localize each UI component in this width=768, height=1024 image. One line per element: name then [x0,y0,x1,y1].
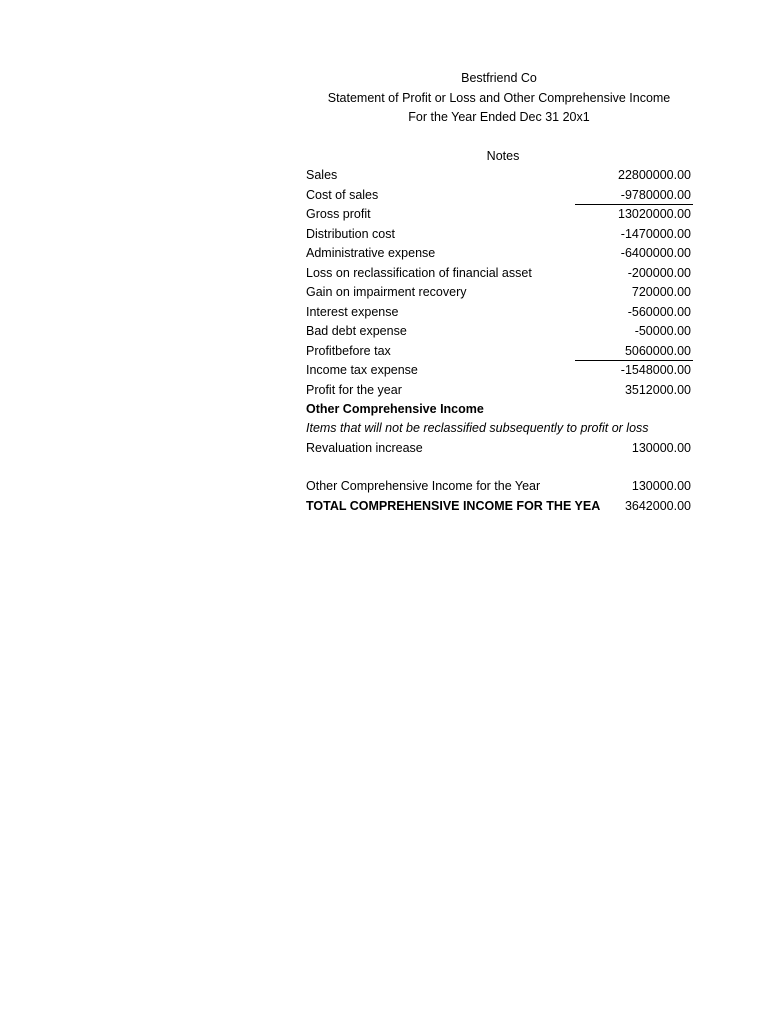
row-value: 5060000.00 [624,343,691,358]
section-note: Items that will not be reclassified subsequently to profit or loss [306,421,649,435]
row-label: Gross profit [306,207,371,221]
row-value: 130000.00 [631,479,691,493]
row-bad-debt-expense [306,322,693,342]
row-value: -1548000.00 [620,363,691,377]
row-profit-for-the-year [306,381,693,401]
row-loss-on-reclassification [306,264,693,284]
statement-title: Statement of Profit or Loss and Other Comprehensive Income [327,91,671,105]
notes-column-header: Notes [486,149,520,163]
row-value: 13020000.00 [618,207,691,221]
row-label: Sales [306,168,338,182]
row-revaluation-increase [306,439,693,459]
statement-period: For the Year Ended Dec 31 20x1 [408,110,590,124]
row-administrative-expense [306,244,693,264]
row-gross-profit [306,205,693,225]
row-cost-of-sales [306,186,693,206]
row-value: -560000.00 [627,304,691,319]
row-value: 3642000.00 [624,498,691,513]
row-income-tax-expense [306,361,693,381]
row-label: TOTAL COMPREHENSIVE INCOME FOR THE YEA [306,498,601,513]
row-label: Loss on reclassification of financial asset [306,265,532,280]
row-label: Income tax expense [306,363,418,377]
row-label: Gain on impairment recovery [306,285,467,299]
row-value: -50000.00 [634,324,691,338]
section-heading: Other Comprehensive Income [306,402,484,416]
row-sales [306,166,693,186]
row-value: -200000.00 [627,265,691,280]
row-label: Interest expense [306,304,399,319]
row-label: Revaluation increase [306,440,423,455]
row-value: -9780000.00 [620,187,691,202]
row-label: Profitbefore tax [306,343,391,358]
row-label: Cost of sales [306,187,379,202]
row-gain-on-impairment-recovery [306,283,693,303]
row-profit-before-tax [306,342,693,362]
row-oci-for-the-year [306,477,693,497]
company-name: Bestfriend Co [461,71,537,85]
row-value: 130000.00 [631,440,691,455]
row-label: Other Comprehensive Income for the Year [306,479,541,493]
row-total-comprehensive-income [306,497,693,517]
row-label: Bad debt expense [306,324,407,338]
row-value: -6400000.00 [620,246,691,260]
row-distribution-cost [306,225,693,245]
row-interest-expense [306,303,693,323]
row-oci-heading [306,400,693,420]
row-value: 22800000.00 [618,168,691,182]
row-value: 720000.00 [631,285,691,299]
row-oci-items-note [306,419,693,439]
row-value: -1470000.00 [620,226,691,241]
row-label: Profit for the year [306,382,402,397]
row-label: Administrative expense [306,246,436,260]
row-value: 3512000.00 [624,382,691,397]
row-label: Distribution cost [306,226,395,241]
